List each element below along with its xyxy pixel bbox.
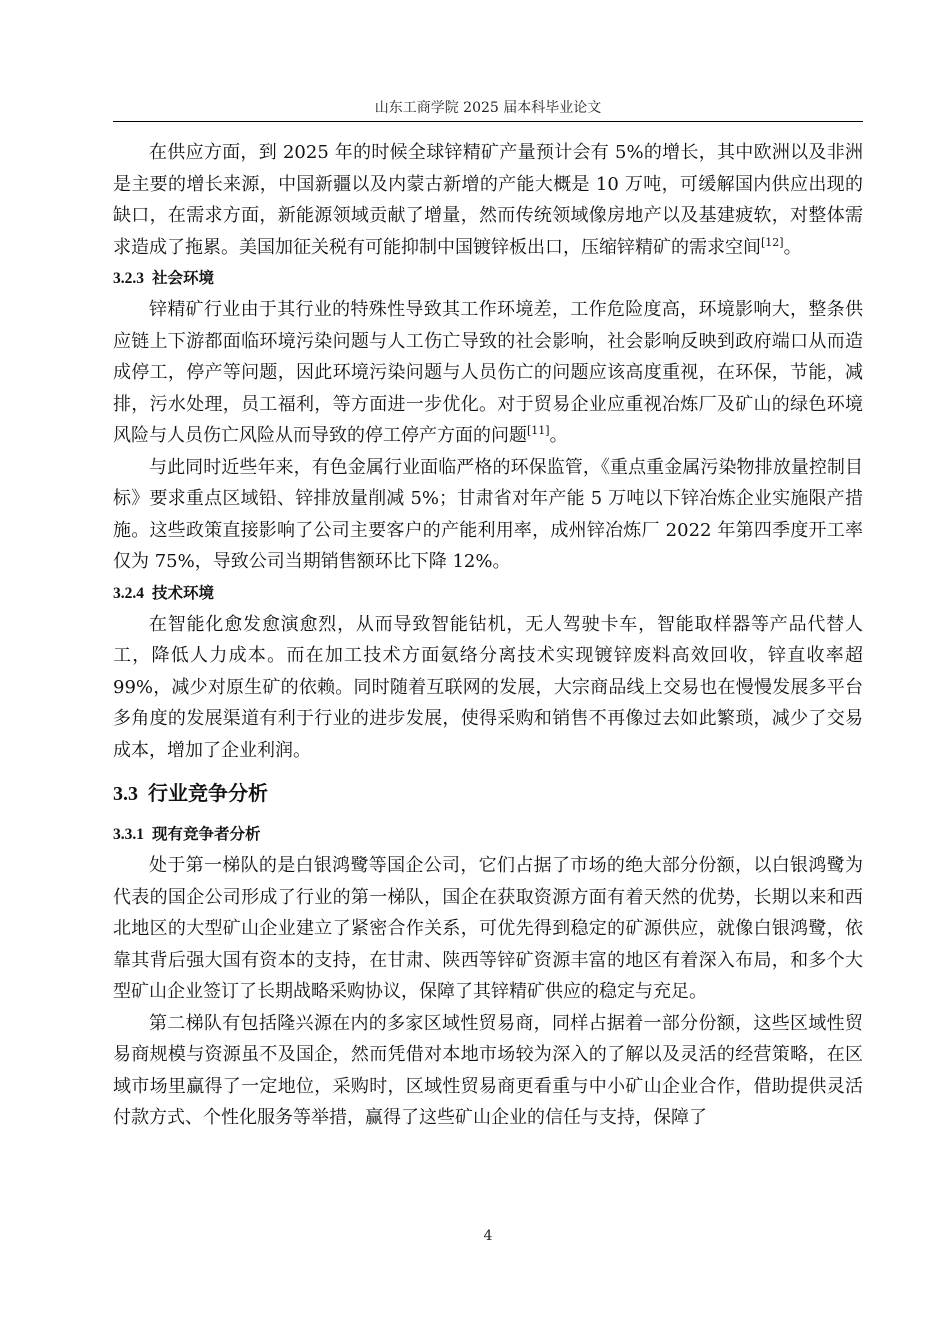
citation-ref: [12]	[761, 235, 784, 249]
section-heading-3-2-3	[113, 263, 863, 294]
section-heading-3-2-4	[113, 578, 863, 609]
paragraph-end: 。	[783, 236, 802, 258]
section-number: 3.2.3	[113, 270, 144, 287]
paragraph-supply	[113, 137, 863, 263]
page-header: 山东工商学院 2025 届本科毕业论文	[374, 100, 602, 116]
section-title: 技术环境	[152, 583, 215, 602]
paragraph-technology: 在智能化愈发愈演愈烈，从而导致智能钻机，无人驾驶卡车，智能取样器等产品代替人工，降低人力成本。而在加工技术方面氨络分离技术实现镀锌废料高效回收，锌直收率超 99%，减少对原生矿的依赖。同时随着互联网的发展，大宗商品线上交易也在慢慢发展多平台多角度的发展渠道有利于行业的进步发展，使得采购和销售不再像过去如此繁琐，减少了交易成本，增加了企业利润。	[113, 613, 863, 761]
paragraph-social-1	[113, 294, 863, 452]
citation-ref: [11]	[527, 424, 550, 437]
section-number: 3.3	[113, 783, 138, 805]
paragraph-text: 锌精矿行业由于其行业的特殊性导致其工作环境差，工作危险度高，环境影响大，整条供应链上下游都面临环境污染问题与人工伤亡导致的社会影响，社会影响反映到政府端口从而造成停工，停产等问题，因此环境污染问题与人员伤亡的问题应该高度重视，在环保，节能，减排，污水处理，员工福利，等方面进一步优化。对于贸易企业应重视冶炼厂及矿山的绿色环境风险与人员伤亡风险从而导致的停工停产方面的问题	[113, 299, 863, 446]
page-body	[113, 137, 863, 1134]
paragraph-social-2: 与此同时近些年来，有色金属行业面临严格的环保监管，《重点重金属污染物排放量控制目标》要求重点区域铅、锌排放量削减 5%；甘肃省对年产能 5 万吨以下锌冶炼企业实施限产措施。这些政策直接影响了公司主要客户的产能利用率，成州锌冶炼厂 2022 年第四季度开工率仅为 75%，导致公司当期销售额环比下降 12%。	[113, 456, 863, 572]
section-number: 3.3.1	[113, 826, 144, 843]
section-title: 现有竞争者分析	[152, 825, 261, 843]
section-number: 3.2.4	[113, 584, 144, 602]
page-number: 4	[483, 1228, 493, 1244]
section-heading-3-3-1	[113, 819, 863, 850]
section-title: 社会环境	[152, 269, 215, 287]
paragraph-competition-2: 第二梯队有包括隆兴源在内的多家区域性贸易商，同样占据着一部分份额，这些区域性贸易商规模与资源虽不及国企，然而凭借对本地市场较为深入的了解以及灵活的经营策略，在区域市场里赢得了一定地位，采购时，区域性贸易商更看重与中小矿山企业合作，借助提供灵活付款方式、个性化服务等举措，赢得了这些矿山企业的信任与支持，保障了	[113, 1012, 863, 1128]
paragraph-end: 。	[549, 425, 568, 446]
section-title: 行业竞争分析	[148, 781, 268, 805]
section-heading-3-3	[113, 778, 863, 809]
paragraph-text: 在供应方面，到 2025 年的时候全球锌精矿产量预计会有 5%的增长，其中欧洲以及非洲是主要的增长来源，中国新疆以及内蒙古新增的产能大概是 10 万吨，可缓解国内供应出现的缺口，在需求方面，新能源领域贡献了增量，然而传统领域像房地产以及基建疲软，对整体需求造成了拖累。美国加征关税有可能抑制中国镀锌板出口，压缩锌精矿的需求空间	[113, 142, 863, 258]
paragraph-competition-1: 处于第一梯队的是白银鸿鹭等国企公司，它们占据了市场的绝大部分份额，以白银鸿鹭为代表的国企公司形成了行业的第一梯队，国企在获取资源方面有着天然的优势，长期以来和西北地区的大型矿山企业建立了紧密合作关系，可优先得到稳定的矿源供应，就像白银鸿鹭，依靠其背后强大国有资本的支持，在甘肃、陕西等锌矿资源丰富的地区有着深入布局，和多个大型矿山企业签订了长期战略采购协议，保障了其锌精矿供应的稳定与充足。	[113, 855, 863, 1002]
header-divider	[113, 121, 863, 122]
